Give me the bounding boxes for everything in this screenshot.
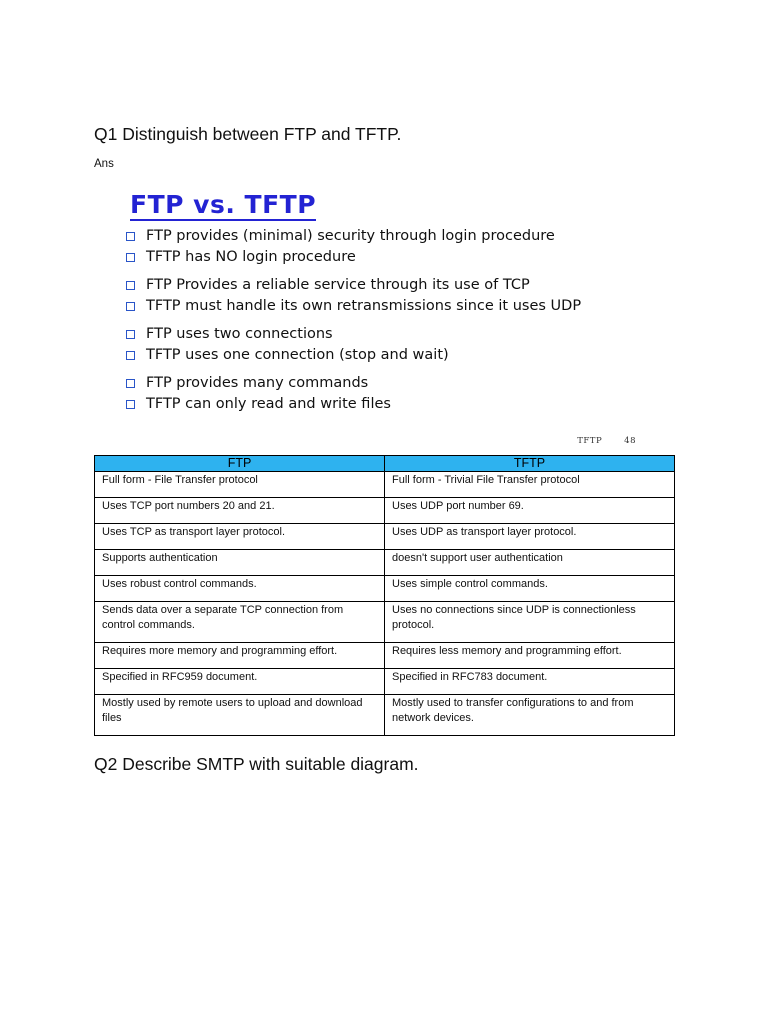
tftp-cell: Uses UDP port number 69. [385,498,675,524]
slide-bullet-text: FTP uses two connections [146,326,333,342]
ftp-cell: Full form - File Transfer protocol [95,472,385,498]
ftp-tftp-comparison-table [94,455,675,736]
ftp-vs-tftp-slide-image [96,178,648,450]
slide-bullet-text: FTP provides (minimal) security through login procedure [146,228,555,244]
slide-bullet [124,249,644,266]
slide-bullet-text: TFTP uses one connection (stop and wait) [146,347,449,363]
column-header-ftp: FTP [95,456,385,472]
table-row [95,472,675,498]
tftp-cell: Specified in RFC783 document. [385,669,675,695]
hollow-square-bullet-icon [126,281,135,290]
ftp-cell: Uses TCP port numbers 20 and 21. [95,498,385,524]
slide-bullet-list [124,228,644,413]
slide-bullet-text: FTP Provides a reliable service through its use of TCP [146,277,530,293]
hollow-square-bullet-icon [126,302,135,311]
slide-bullet [124,347,644,364]
question-2-heading: Q2 Describe SMTP with suitable diagram. [94,754,419,774]
hollow-square-bullet-icon [126,253,135,262]
ftp-cell: Sends data over a separate TCP connection from control commands. [95,602,385,643]
slide-title: FTP vs. TFTP [130,190,317,219]
ftp-cell: Requires more memory and programming effort. [95,643,385,669]
ftp-cell: Specified in RFC959 document. [95,669,385,695]
table-row [95,524,675,550]
hollow-square-bullet-icon [126,379,135,388]
column-header-tftp: TFTP [385,456,675,472]
slide-bullet-text: FTP provides many commands [146,375,369,391]
hollow-square-bullet-icon [126,351,135,360]
ftp-cell: Uses robust control commands. [95,576,385,602]
slide-page-number: 48 [624,436,636,446]
tftp-cell: Full form - Trivial File Transfer protocol [385,472,675,498]
table-row [95,669,675,695]
tftp-cell: Uses simple control commands. [385,576,675,602]
slide-bullet-text: TFTP can only read and write files [146,396,391,412]
slide-bullet [124,396,644,413]
table-row [95,550,675,576]
table-row [95,576,675,602]
slide-bullet [124,375,644,392]
slide-footer [577,436,636,446]
hollow-square-bullet-icon [126,400,135,409]
ftp-cell: Mostly used by remote users to upload and download files [95,695,385,736]
table-row [95,643,675,669]
table-row [95,695,675,736]
ftp-cell: Uses TCP as transport layer protocol. [95,524,385,550]
answer-label: Ans [94,158,114,170]
tftp-cell: Uses UDP as transport layer protocol. [385,524,675,550]
table-row [95,498,675,524]
slide-bullet [124,277,644,294]
slide-bullet [124,298,644,315]
hollow-square-bullet-icon [126,330,135,339]
table-row [95,602,675,643]
tftp-cell: Mostly used to transfer configurations to and from network devices. [385,695,675,736]
question-1-heading: Q1 Distinguish between FTP and TFTP. [94,124,402,144]
slide-bullet-text: TFTP must handle its own retransmissions since it uses UDP [146,298,582,314]
tftp-cell: doesn't support user authentication [385,550,675,576]
tftp-cell: Uses no connections since UDP is connectionless protocol. [385,602,675,643]
hollow-square-bullet-icon [126,232,135,241]
slide-bullet [124,228,644,245]
slide-bullet-text: TFTP has NO login procedure [146,249,356,265]
ftp-cell: Supports authentication [95,550,385,576]
table-header-row [95,456,675,472]
slide-bullet [124,326,644,343]
tftp-cell: Requires less memory and programming effort. [385,643,675,669]
slide-footer-label: TFTP [577,436,603,446]
